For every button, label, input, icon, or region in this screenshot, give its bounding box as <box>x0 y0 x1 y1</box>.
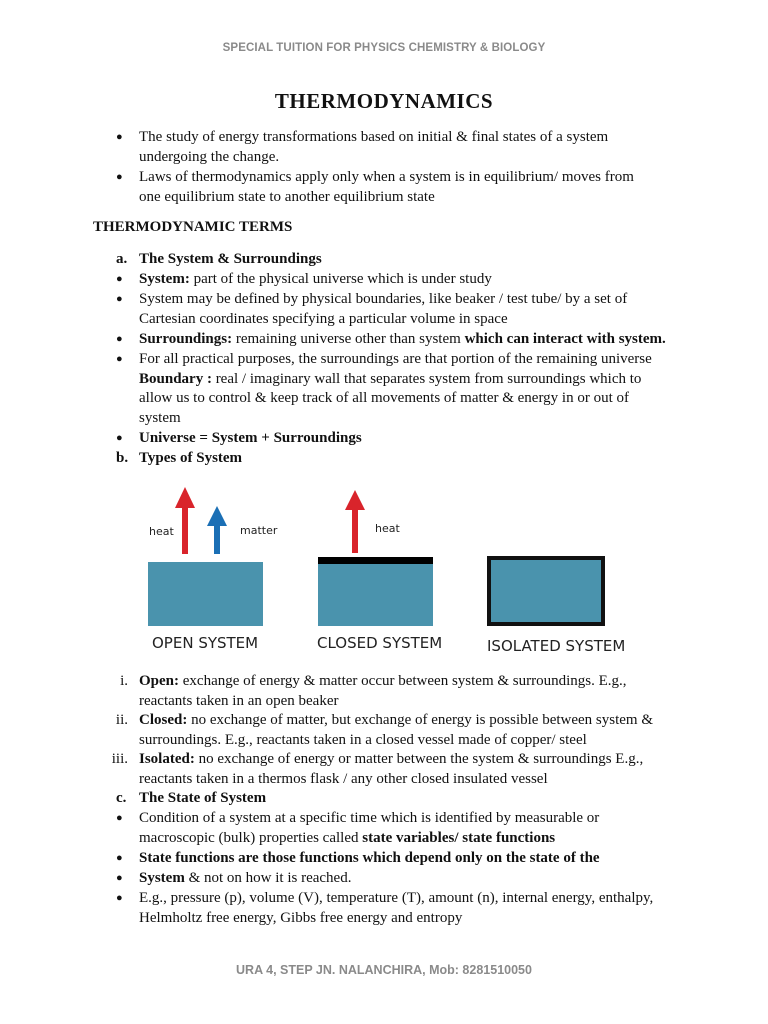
list-item <box>0 128 768 168</box>
closed-system-box <box>318 564 433 626</box>
term: Open: <box>139 673 180 689</box>
intro-line: Laws of thermodynamics apply only when a system is in equilibrium/ moves from <box>139 169 634 185</box>
system-types-diagram <box>130 478 640 658</box>
heat-label: heat <box>375 522 400 535</box>
bullet-icon: ● <box>116 353 123 365</box>
bullet-icon: ● <box>116 432 123 444</box>
list-item <box>0 750 768 789</box>
list-marker: b. <box>116 450 129 466</box>
term: Closed: <box>139 712 188 728</box>
list-marker: c. <box>116 790 127 806</box>
text-line: Helmholtz free energy, Gibbs free energy and entropy <box>139 909 463 926</box>
definition: no exchange of matter, but exchange of energy is possible between system & <box>187 712 653 728</box>
list-item <box>0 869 768 889</box>
text-line: system <box>139 410 181 427</box>
definition: no exchange of energy or matter between the system & surroundings E.g., <box>194 751 644 767</box>
list-item <box>0 270 768 290</box>
heat-label: heat <box>149 525 174 538</box>
bullet-icon: ● <box>116 892 123 904</box>
intro-list <box>0 128 768 208</box>
list-item <box>0 672 768 711</box>
page-title: THERMODYNAMICS <box>274 89 494 113</box>
definition: part of the physical universe which is under study <box>189 271 492 287</box>
term: Isolated: <box>139 751 195 767</box>
open-system-label: OPEN SYSTEM <box>152 634 259 652</box>
list-item <box>0 330 768 350</box>
emphasis: state variables/ state functions <box>362 829 556 846</box>
closed-system <box>317 490 442 652</box>
term: System: <box>139 271 190 287</box>
matter-arrow-icon <box>207 506 227 554</box>
list-item <box>0 809 768 849</box>
bullet-icon: ● <box>116 273 123 285</box>
text-line: Cartesian coordinates specifying a particular volume in space <box>139 310 508 327</box>
emphasis: System <box>139 870 185 886</box>
closed-system-label: CLOSED SYSTEM <box>317 634 443 652</box>
bullet-icon: ● <box>116 852 123 864</box>
bullet-icon: ● <box>116 171 123 183</box>
term: Surroundings: <box>139 331 233 347</box>
list-marker: a. <box>116 251 128 267</box>
page-header: SPECIAL TUITION FOR PHYSICS CHEMISTRY & BIOLOGY <box>222 42 546 54</box>
text-span: & not on how it is reached. <box>184 870 352 886</box>
list-marker: i. <box>120 673 128 689</box>
bullet-icon: ● <box>116 872 123 884</box>
open-system-box <box>148 562 263 626</box>
list-item <box>0 889 768 929</box>
text-line: surroundings. E.g., reactants taken in a closed vessel made of copper/ steel <box>139 731 587 748</box>
list-item <box>0 350 768 429</box>
text-line: For all practical purposes, the surroundings are that portion of the remaining universe <box>139 351 652 367</box>
list-marker: iii. <box>111 751 128 767</box>
definition: remaining universe other than system <box>232 331 465 347</box>
term: Boundary : <box>139 370 212 387</box>
matter-label: matter <box>240 524 278 537</box>
section-heading: THERMODYNAMIC TERMS <box>93 219 293 235</box>
definition: real / imaginary wall that separates system from surroundings which to <box>211 370 642 387</box>
list-item <box>0 290 768 330</box>
text-line: reactants taken in an open beaker <box>139 692 339 709</box>
definition: exchange of energy & matter occur between system & surroundings. E.g., <box>179 673 627 689</box>
bullet-icon: ● <box>116 812 123 824</box>
subsection-heading <box>0 789 768 809</box>
heat-arrow-icon <box>345 490 365 553</box>
list-item <box>0 711 768 750</box>
isolated-system-label: ISOLATED SYSTEM <box>487 637 626 655</box>
text-line: System may be defined by physical boundaries, like beaker / test tube/ by a set of <box>139 291 628 307</box>
page-footer: URA 4, STEP JN. NALANCHIRA, Mob: 8281510050 <box>236 963 532 977</box>
list-marker: ii. <box>115 712 128 728</box>
section-a <box>0 250 768 469</box>
universe-equation: Universe = System + Surroundings <box>139 430 362 446</box>
emphasis: which can interact with system. <box>464 331 666 347</box>
subsection-title: The State of System <box>139 790 267 806</box>
heat-arrow-icon <box>175 487 195 554</box>
isolated-system <box>487 558 625 655</box>
text-line: allow us to control & keep track of all movements of matter & energy in or out of <box>139 390 630 407</box>
intro-line: The study of energy transformations based on initial & final states of a system <box>139 129 609 145</box>
subsection-heading <box>0 449 768 469</box>
bullet-icon: ● <box>116 333 123 345</box>
list-item <box>0 429 768 449</box>
open-system <box>148 487 278 652</box>
bullet-icon: ● <box>116 293 123 305</box>
types-list <box>0 672 768 929</box>
text-line: Condition of a system at a specific time which is identified by measurable or <box>139 810 600 826</box>
text-line: State functions are those functions which depend only on the state of the <box>139 850 600 866</box>
text-span: macroscopic (bulk) properties called <box>139 829 363 846</box>
intro-line: undergoing the change. <box>139 148 280 165</box>
isolated-system-box <box>489 558 603 624</box>
subsection-title: Types of System <box>139 450 243 466</box>
subsection-heading <box>0 250 768 270</box>
list-item <box>0 849 768 869</box>
bullet-icon: ● <box>116 131 123 143</box>
subsection-title: The System & Surroundings <box>139 251 322 267</box>
intro-line: one equilibrium state to another equilibrium state <box>139 188 435 205</box>
text-line: reactants taken in a thermos flask / any other closed insulated vessel <box>139 770 548 787</box>
text-line: E.g., pressure (p), volume (V), temperature (T), amount (n), internal energy, enthalpy, <box>139 890 654 906</box>
lid <box>318 557 433 564</box>
list-item <box>0 168 768 208</box>
